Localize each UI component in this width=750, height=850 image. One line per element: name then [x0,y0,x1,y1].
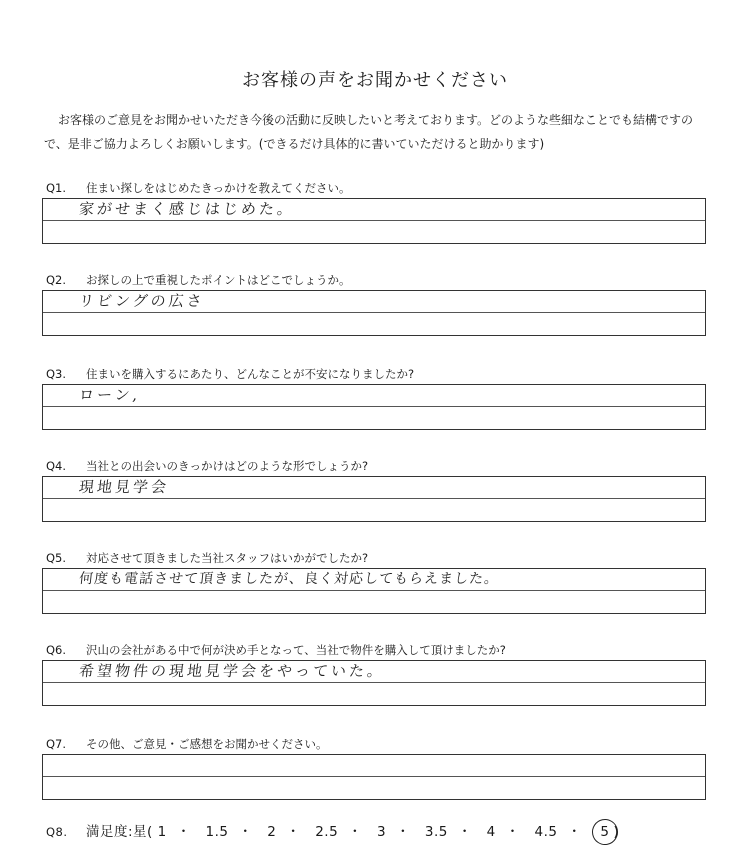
question-number: Q3. [46,367,67,381]
question-5 [46,550,368,566]
question-number: Q6. [46,643,67,657]
question-text: 住まいを購入するにあたり、どんなことが不安になりましたか? [86,367,415,381]
question-6 [46,642,506,658]
answer-box-7 [42,754,706,800]
answer-box-3 [42,384,706,430]
question-number: Q5. [46,551,67,565]
question-number: Q7. [46,737,67,751]
handwritten-answer: 現地見学会 [78,478,170,496]
question-text: 対応させて頂きました当社スタッフはいかがでしたか? [86,551,369,565]
rating-option[interactable]: 2 [267,824,277,840]
satisfaction-rating: Q8. 満足度:星( 1 ・ 1.5 ・ 2 ・ 2.5 ・ 3 ・ 3.5 ・ 4 ・ 4.5 ・ 5 ) [46,824,620,840]
answer-box-5 [42,568,706,614]
answer-box-2 [42,290,706,336]
handwritten-answer: 家がせまく感じはじめた。 [78,200,296,218]
question-2 [46,272,351,288]
answer-box-1 [42,198,706,244]
rating-option[interactable]: 4.5 [534,824,558,840]
rating-close: ) [613,824,620,840]
question-text: お探しの上で重視したポイントはどこでしょうか。 [86,273,351,287]
question-text: その他、ご意見・ご感想をお聞かせください。 [86,737,328,751]
handwritten-answer: ローン, [78,386,142,404]
answer-box-6 [42,660,706,706]
question-7 [46,736,328,752]
rating-option-selected[interactable]: 5 [596,824,613,840]
question-text: 住まい探しをはじめたきっかけを教えてください。 [86,181,351,195]
handwritten-answer: リビングの広さ [78,292,206,310]
question-number: Q2. [46,273,67,287]
page-title: お客様の声をお聞かせください [242,70,508,91]
rating-option[interactable]: 3.5 [424,824,448,840]
handwritten-answer: 希望物件の現地見学会をやっていた。 [78,662,386,680]
question-number: Q8. [46,825,68,839]
rating-option[interactable]: 3 [376,824,387,840]
handwritten-answer: 何度も電話させて頂きましたが、良く対応してもらえました。 [78,571,500,587]
answer-box-4 [42,476,706,522]
question-text: 沢山の会社がある中で何が決め手となって、当社で物件を購入して頂けましたか? [86,643,506,657]
question-number: Q1. [46,181,67,195]
rating-label: 満足度:星( [86,824,153,840]
rating-option[interactable]: 2.5 [315,824,339,840]
rating-option[interactable]: 1 [157,824,167,840]
question-4 [46,458,368,474]
rating-option[interactable]: 4 [486,824,496,840]
question-number: Q4. [46,459,67,473]
question-1 [46,180,351,196]
question-3 [46,366,414,382]
intro-text: お客様のご意見をお聞かせいただき今後の活動に反映したいと考えております。どのような些細なことでも結構ですので、是非ご協力よろしくお願いします。(できるだけ具体的に書いていただけると助かります) [44,113,694,151]
rating-option[interactable]: 1.5 [205,824,229,840]
question-text: 当社との出会いのきっかけはどのような形でしょうか? [86,459,369,473]
